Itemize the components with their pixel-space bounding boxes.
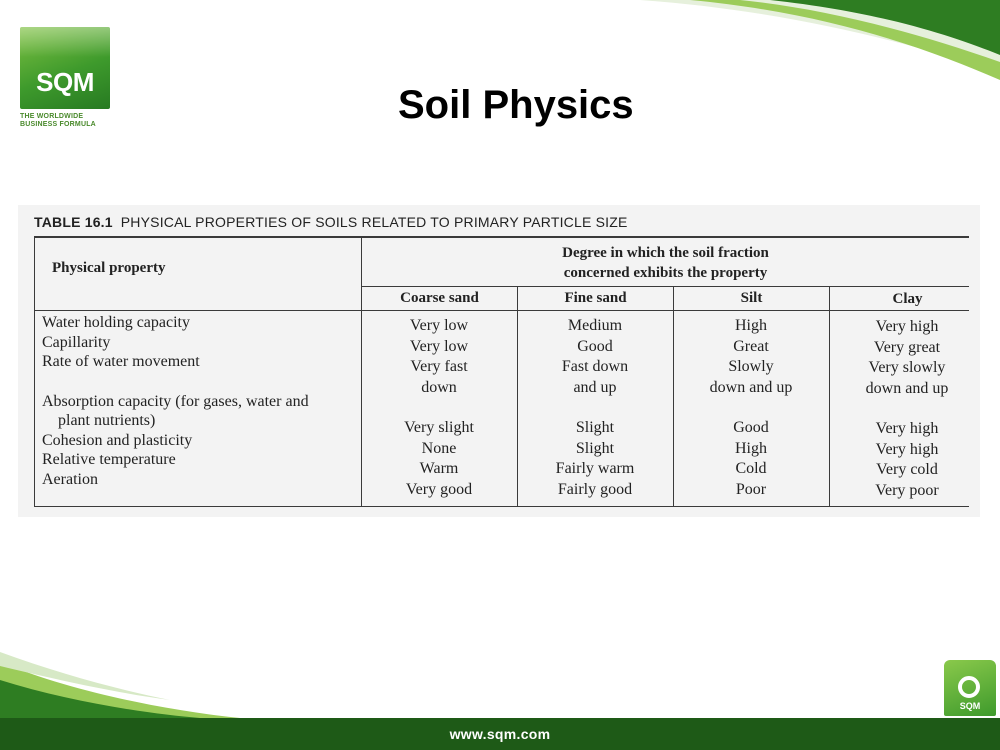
value-cell: down and up (709, 378, 793, 396)
value-cell: Slight (575, 439, 615, 457)
property-relative-temperature: Relative temperature (42, 451, 176, 468)
value-spacer (832, 399, 982, 419)
bottom-swoosh-decoration (0, 640, 1000, 720)
value-cell: Very fast (410, 358, 468, 375)
column-divider-2 (673, 287, 674, 507)
header-degree-line-2: concerned exhibits the property (563, 265, 768, 281)
corner-logo-label: SQM (959, 701, 981, 711)
value-cell: and up (573, 378, 617, 396)
property-list (42, 313, 309, 489)
value-cell: Very cold (876, 461, 938, 478)
property-absorption-capacity-cont: plant nutrients) (58, 412, 156, 429)
table-caption (34, 214, 628, 230)
column-values-coarse-sand (364, 316, 514, 500)
value-spacer (520, 398, 670, 418)
value-cell: Very slowly (868, 359, 946, 376)
sqm-logo (20, 27, 110, 137)
sqm-tagline-line-2: BUSINESS FORMULA (20, 121, 96, 128)
value-spacer (676, 398, 826, 418)
property-absorption-capacity: Absorption capacity (for gases, water and (42, 392, 309, 410)
table-title: PHYSICAL PROPERTIES OF SOILS RELATED TO PRIMARY PARTICLE SIZE (120, 214, 628, 230)
property-aeration: Aeration (42, 470, 98, 488)
value-cell: Very high (875, 318, 939, 335)
table-top-rule (34, 236, 969, 238)
q-icon (958, 676, 980, 698)
footer-url[interactable]: www.sqm.com (449, 726, 551, 742)
value-cell: Very high (875, 440, 939, 458)
sqm-logo-text: SQM (36, 67, 94, 97)
value-cell: down (421, 378, 457, 396)
value-cell: Cold (735, 460, 767, 477)
value-cell: Good (577, 337, 613, 355)
value-cell: Very low (409, 317, 469, 334)
value-spacer (364, 398, 514, 418)
header-physical-property: Physical property (52, 260, 166, 276)
property-capillarity: Capillarity (42, 333, 111, 351)
column-divider-3 (829, 287, 830, 507)
value-cell: Slowly (728, 358, 774, 375)
value-cell: Fast down (561, 358, 629, 375)
degree-underline-rule (362, 286, 969, 287)
property-water-holding-capacity: Water holding capacity (42, 314, 190, 331)
value-cell: High (735, 317, 767, 334)
column-values-fine-sand (520, 316, 670, 500)
sqm-logo-box (20, 27, 110, 109)
value-cell: Very poor (875, 481, 939, 499)
value-cell: Very good (405, 480, 473, 498)
value-cell: Poor (735, 480, 767, 498)
column-header-coarse-sand: Coarse sand (400, 290, 479, 306)
value-cell: None (421, 439, 457, 457)
column-divider-1 (517, 287, 518, 507)
value-cell: Good (733, 419, 769, 436)
value-cell: Fairly good (557, 480, 633, 498)
column-values-silt (676, 316, 826, 500)
table-number: TABLE 16.1 (34, 214, 113, 230)
column-header-silt: Silt (740, 290, 763, 306)
value-cell: Slight (575, 419, 615, 436)
value-cell: High (735, 439, 767, 457)
value-cell: Warm (419, 460, 459, 477)
column-values-clay (832, 317, 982, 501)
value-cell: Very high (875, 420, 939, 437)
value-cell: Very great (873, 338, 941, 356)
column-header-clay: Clay (892, 291, 923, 307)
corner-sqm-logo (944, 660, 996, 716)
value-cell: Fairly warm (555, 460, 635, 477)
property-spacer (42, 372, 309, 392)
value-cell: Medium (567, 317, 623, 334)
header-degree-line-1: Degree in which the soil fraction (562, 245, 769, 261)
value-cell: Very slight (404, 419, 474, 436)
value-cell: down and up (865, 379, 949, 397)
property-cohesion-and-plasticity: Cohesion and plasticity (42, 431, 193, 449)
table-left-border (34, 237, 35, 507)
sqm-tagline-line-1: THE WORLDWIDE (20, 113, 84, 120)
column-header-fine-sand: Fine sand (564, 290, 627, 306)
value-cell: Very low (409, 337, 469, 355)
footer-bar (0, 718, 1000, 750)
property-rate-of-water-movement: Rate of water movement (42, 353, 200, 370)
value-cell: Great (733, 337, 769, 355)
page-title: Soil Physics (398, 83, 634, 127)
sqm-logo-tagline (20, 113, 120, 129)
